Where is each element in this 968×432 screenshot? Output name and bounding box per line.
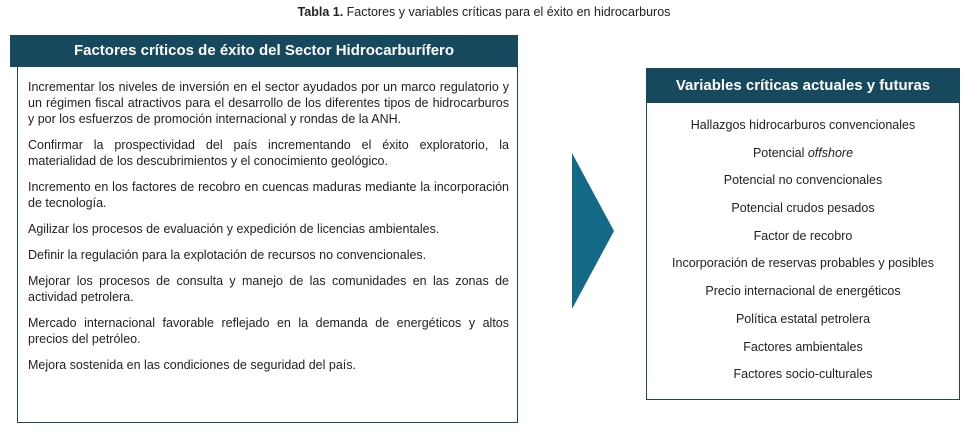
- caption-label: Tabla 1.: [297, 5, 344, 19]
- variable-item-2: [647, 145, 959, 173]
- factor-item-7: Mercado internacional favorable reflejado en la demanda de energéticos y altos precios del petróleo.: [28, 316, 509, 346]
- variable-item-5: Factor de recobro: [753, 228, 853, 243]
- variable-item-6: Incorporación de reservas probables y posibles: [672, 256, 934, 271]
- factor-item-1: Incrementar los niveles de inversión en el sector ayudados por un marco regulatorio y un régimen fiscal atractivos para el desarrollo de los diferentes tipos de hidrocarburos y por los esfuerzos de promoción internacional y rondas de la ANH.: [28, 80, 509, 126]
- variable-item-10: Factores socio-culturales: [733, 367, 873, 382]
- variables-panel: [646, 103, 960, 400]
- variable-item-1: Hallazgos hidrocarburos convencionales: [690, 118, 916, 132]
- arrow-shape: [572, 153, 614, 309]
- factor-item-5: Definir la regulación para la explotación de recursos no convencionales.: [28, 248, 427, 262]
- factor-item-2: Confirmar la prospectividad del país incrementando el éxito exploratorio, la materialidad de los descubrimientos y el conocimiento geológico.: [28, 138, 509, 168]
- caption-text: Factores y variables críticas para el éxito en hidrocarburos: [343, 5, 671, 19]
- variable-item-9: Factores ambientales: [743, 339, 863, 354]
- factor-item-8: Mejora sostenida en las condiciones de seguridad del país.: [28, 358, 356, 372]
- variables-panel-title: Variables críticas actuales y futuras: [646, 68, 960, 103]
- table-caption: [0, 5, 968, 19]
- factor-item-3: Incremento en los factores de recobro en cuencas maduras mediante la incorporación de tecnología.: [28, 180, 509, 210]
- chevron-right-arrow-icon: [572, 153, 614, 309]
- variable-item-2-prefix: Potencial: [752, 145, 808, 160]
- variable-item-8: Política estatal petrolera: [735, 311, 871, 326]
- variable-item-7: Precio internacional de energéticos: [705, 284, 901, 299]
- factor-item-6: Mejorar los procesos de consulta y manejo de las comunidades en las zonas de actividad petrolera.: [28, 274, 509, 304]
- variable-item-3: Potencial no convencionales: [723, 173, 883, 188]
- variable-item-2-italic: offshore: [807, 145, 854, 160]
- factors-panel-title: Factores críticos de éxito del Sector Hidrocarburífero: [10, 35, 518, 67]
- variable-item-4: Potencial crudos pesados: [731, 201, 875, 216]
- factor-item-4: Agilizar los procesos de evaluación y expedición de licencias ambientales.: [28, 222, 440, 236]
- factors-panel: [17, 67, 518, 423]
